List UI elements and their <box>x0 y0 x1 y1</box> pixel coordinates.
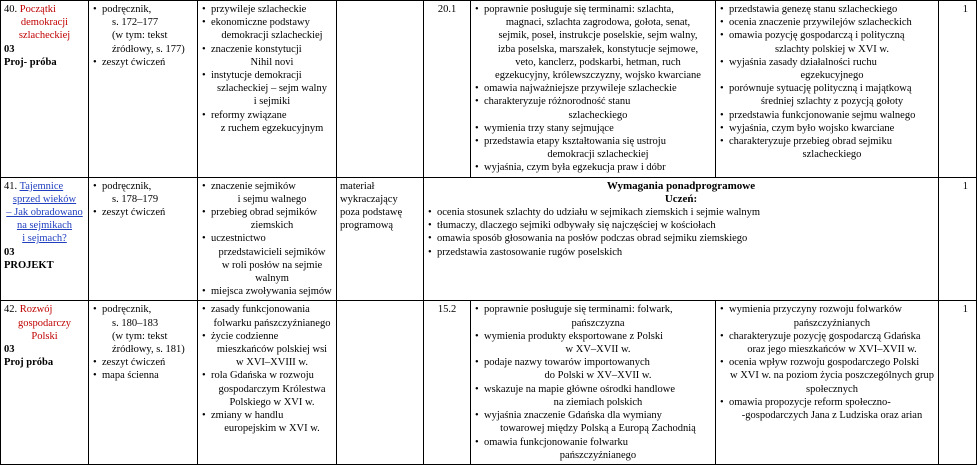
content-item-text: europejskim w XVI w. <box>224 423 320 435</box>
content-item-text: gospodarczym Królestwa <box>218 383 326 395</box>
topic-cell <box>1 177 89 301</box>
basic-requirement-text: na ziemiach polskich <box>553 396 643 408</box>
material-detail: źródłowy, s. 181) <box>112 344 185 356</box>
extended-requirement-text: oraz jego mieszkańców w XVI–XVII w. <box>747 344 917 356</box>
lesson-code: 03 <box>4 344 15 356</box>
hours-value: 1 <box>962 180 968 192</box>
materials-cell <box>89 1 198 178</box>
materials-list <box>92 3 194 69</box>
basic-requirement-text: • wymienia trzy stany sejmujące <box>484 122 614 134</box>
extended-requirement <box>719 3 935 16</box>
extended-requirement-text: • wyjaśnia zasady działalności ruchu <box>729 56 877 68</box>
requirement-text: ocenia stosunek szlachty do udziału w sejmikach ziemskich i sejmie walnym <box>437 207 761 219</box>
content-item-text: • reformy związane <box>211 109 287 121</box>
lesson-number: 42. <box>4 304 18 316</box>
extended-requirement-text: • charakteryzuje przebieg obrad sejmiku <box>729 136 892 148</box>
method-cell <box>337 177 424 301</box>
content-item <box>201 180 333 206</box>
lesson-title-link[interactable]: na sejmikach <box>16 220 73 232</box>
basic-requirement <box>474 303 712 329</box>
content-item-text: szlacheckiej – sejm walny <box>217 83 327 95</box>
content-item <box>201 69 333 109</box>
extended-requirement-text: • wymienia przyczyny rozwoju folwarków <box>729 304 902 316</box>
extended-requirement-text: społecznych <box>806 383 858 395</box>
extended-requirement-text: • porównuje sytuację polityczną i majątkową <box>729 83 912 95</box>
material-label: • podręcznik, <box>102 4 152 15</box>
basic-requirement-text: w XV–XVII w. <box>565 344 631 356</box>
material-detail: s. 172–177 <box>112 17 159 29</box>
content-item-text: w XVI–XVIII w. <box>236 357 308 369</box>
content-item-list <box>201 3 333 135</box>
basic-requirement-text: towarowej między Polską a Europą Zachodnią <box>500 423 696 435</box>
content-item <box>201 206 333 232</box>
method-line: poza podstawę <box>340 207 403 219</box>
material-item <box>92 3 194 56</box>
lesson-title-line: Początki <box>19 4 56 15</box>
content-item-text: • zasady funkcjonowania <box>211 304 310 316</box>
content-item <box>201 43 333 69</box>
material-label: • zeszyt ćwiczeń <box>102 357 166 369</box>
method-line: materiał <box>340 180 375 192</box>
extended-requirement-text: pańszczyźnianych <box>793 317 871 329</box>
basic-requirement-text: • przedstawia etapy kształtowania się ustroju <box>484 136 666 148</box>
content-item-text: • życie codzienne <box>211 330 279 342</box>
extended-requirement <box>719 56 935 82</box>
basic-requirement <box>474 82 712 95</box>
content-item-text: • znaczenie konstytucji <box>211 43 302 55</box>
extended-requirement-text: -gospodarczych Jana z Ludziska oraz arian <box>741 410 923 422</box>
content-item <box>201 303 333 329</box>
material-label: • mapa ścienna <box>102 370 159 382</box>
lesson-code: 03 <box>4 43 15 55</box>
basic-requirement-text: magnaci, szlachta zagrodowa, gołota, senat, <box>505 17 691 29</box>
content-item-text: przedstawicieli sejmików <box>218 246 326 258</box>
content-item <box>201 409 333 435</box>
extended-requirement-text: • charakteryzuje pozycję gospodarczą Gdańska <box>729 330 921 342</box>
extended-requirement-text: • przedstawia funkcjonowanie sejmu walnego <box>729 109 916 121</box>
content-item <box>201 109 333 135</box>
extended-requirement-text: egzekucyjnego <box>800 70 864 82</box>
content-item-text: demokracji szlacheckiej <box>221 30 323 42</box>
project-label: Proj próba <box>4 357 54 369</box>
basic-requirement <box>474 330 712 356</box>
extended-requirement-list <box>719 303 935 422</box>
basic-requirement <box>474 3 712 82</box>
content-item-text: Nihil novi <box>250 56 294 68</box>
lesson-number: 41. <box>4 180 18 192</box>
basic-requirement-text: • poprawnie posługuje się terminami: szlachta, <box>484 4 674 15</box>
material-detail: źródłowy, s. 177) <box>112 43 185 55</box>
materials-list <box>92 303 194 382</box>
standard-number: 15.2 <box>437 304 457 316</box>
content-item-text: • miejsca zwoływania sejmów <box>211 286 332 298</box>
extended-requirement-text: szlachty polskiej w XVI w. <box>775 43 889 55</box>
standard-number-cell <box>424 301 471 464</box>
material-item <box>92 303 194 356</box>
basic-requirement <box>474 356 712 382</box>
material-detail: (w tym: tekst <box>112 30 168 42</box>
content-item-text: • uczestnictwo <box>211 233 266 245</box>
material-item <box>92 206 194 219</box>
extended-requirements-cell <box>716 1 939 178</box>
basic-requirement-list <box>474 3 712 175</box>
hours-value: 1 <box>962 304 968 316</box>
requirement-text: przedstawia zastosowanie rugów poselskich <box>437 246 623 258</box>
basic-requirement-text: pańszczyzna <box>571 317 625 329</box>
content-item-text: • zmiany w handlu <box>211 410 284 422</box>
lesson-title-line: demokracji <box>20 17 69 29</box>
content-item-text: • znaczenie sejmików <box>211 180 296 192</box>
extended-requirement-text: szlacheckiego <box>802 149 862 161</box>
extended-requirement <box>719 303 935 329</box>
basic-requirement <box>474 135 712 161</box>
basic-requirement <box>474 95 712 121</box>
basic-requirement-text: pańszczyźnianego <box>559 449 637 461</box>
basic-requirement-text: • wyjaśnia, czym była egzekucja praw i dóbr <box>484 162 666 174</box>
topic-cell <box>1 301 89 464</box>
extended-requirement-list <box>719 3 935 161</box>
materials-list <box>92 180 194 220</box>
material-label: • podręcznik, <box>102 180 152 192</box>
material-label: • podręcznik, <box>102 304 152 316</box>
content-item-text: walnym <box>255 273 289 285</box>
basic-requirement-text: • omawia funkcjonowanie folwarku <box>484 436 629 448</box>
extended-requirement <box>719 330 935 356</box>
basic-requirement <box>474 161 712 174</box>
lesson-title-line: szlacheckiej <box>18 30 71 42</box>
material-item <box>92 56 194 69</box>
table-row <box>1 1 977 178</box>
extended-requirement <box>719 29 935 55</box>
material-label: • zeszyt ćwiczeń <box>102 207 166 219</box>
basic-requirement-text: do Polski w XV–XVII w. <box>544 370 652 382</box>
lesson-title-link[interactable]: i sejmach? <box>22 233 67 245</box>
content-item-text: i sejmu walnego <box>237 193 307 205</box>
lesson-title-line: gospodarczy <box>17 317 72 329</box>
standard-number-cell <box>424 1 471 178</box>
basic-requirement-text: • wymienia produkty eksportowane z Polski <box>484 330 664 342</box>
hours-cell <box>939 1 977 178</box>
content-item <box>201 330 333 370</box>
content-item-text: z ruchem egzekucyjnym <box>220 122 324 134</box>
content-item-text: w roli posłów na sejmie <box>221 259 323 271</box>
content-item-text: • przebieg obrad sejmików <box>211 207 318 219</box>
requirement-item <box>427 232 935 245</box>
requirements-subtitle: Uczeń: <box>664 192 698 205</box>
content-item <box>201 232 333 285</box>
content-item-text: folwarku pańszczyźnianego <box>213 317 331 329</box>
content-item-text: i sejmiki <box>253 96 291 108</box>
standard-number: 20.1 <box>437 4 457 15</box>
requirement-item <box>427 246 935 259</box>
extended-requirement-text: • omawia propozycje reform społeczno- <box>729 396 891 408</box>
requirements-merged-cell <box>424 177 939 301</box>
basic-requirement-text: • charakteryzuje różnorodność stanu <box>484 96 631 108</box>
material-item <box>92 369 194 382</box>
hours-value: 1 <box>962 4 968 15</box>
extended-requirement-text: • ocenia wpływ rozwoju gospodarczego Polski <box>729 357 920 369</box>
requirement-item <box>427 206 935 219</box>
material-label: • zeszyt ćwiczeń <box>102 56 166 68</box>
extended-requirement-text: • ocenia znaczenie przywilejów szlacheckich <box>729 17 912 29</box>
hours-cell <box>939 301 977 464</box>
extended-requirement <box>719 356 935 396</box>
table-row <box>1 301 977 464</box>
materials-cell <box>89 301 198 464</box>
lesson-number: 40. <box>4 4 18 15</box>
lesson-title-line: Rozwój <box>19 304 53 316</box>
content-item <box>201 369 333 409</box>
content-item <box>201 3 333 16</box>
lesson-title <box>4 303 85 343</box>
requirement-text: omawia sposób głosowania na posłów podczas obrad sejmiku ziemskiego <box>437 233 748 245</box>
basic-requirement-text: • wskazuje na mapie główne ośrodki handlowe <box>484 383 675 395</box>
extended-requirement <box>719 135 935 161</box>
content-item-text: • instytucje demokracji <box>211 70 302 82</box>
method-line: programową <box>340 220 394 232</box>
method-line: wykraczający <box>340 193 398 205</box>
content-item-text: Polskiego w XVI w. <box>229 396 315 408</box>
extended-requirement-text: średniej szlachty z pozycją gołoty <box>760 96 904 108</box>
content-item-text: • ekonomiczne podstawy <box>211 17 310 29</box>
material-detail: s. 180–183 <box>112 317 159 329</box>
extended-requirement <box>719 122 935 135</box>
requirements-list <box>427 206 935 259</box>
extended-requirement-text: • omawia pozycję gospodarczą i polityczną <box>729 30 905 42</box>
content-cell <box>198 301 337 464</box>
basic-requirements-cell <box>471 1 716 178</box>
basic-requirement-text: sejmik, poseł, instrukcje poselskie, sejm walny, <box>498 30 698 42</box>
extended-requirement <box>719 109 935 122</box>
basic-requirement <box>474 436 712 462</box>
basic-requirement-list <box>474 303 712 461</box>
requirement-text: tłumaczy, dlaczego sejmiki odbywały się najczęściej w kościołach <box>437 220 716 232</box>
table-row <box>1 177 977 301</box>
extended-requirement <box>719 16 935 29</box>
content-item-text: mieszkańców polskiej wsi <box>216 344 328 356</box>
basic-requirement-text: izba poselska, marszałek, konstytucje sejmowe, <box>497 43 699 55</box>
basic-requirement-text: • podaje nazwy towarów importowanych <box>484 357 650 369</box>
extended-requirements-cell <box>716 301 939 464</box>
basic-requirement-text: • poprawnie posługuje się terminami: folwark, <box>484 304 673 316</box>
basic-requirement <box>474 383 712 409</box>
basic-requirement-text: demokracji szlacheckiej <box>547 149 649 161</box>
lesson-code: 03 <box>4 246 15 258</box>
basic-requirement <box>474 409 712 435</box>
extended-requirement-text: • wyjaśnia, czym było wojsko kwarciane <box>729 122 895 134</box>
basic-requirement <box>474 122 712 135</box>
project-label: PROJEKT <box>4 259 54 271</box>
content-cell <box>198 177 337 301</box>
content-item <box>201 285 333 298</box>
content-item-text: • rola Gdańska w rozwoju <box>211 370 314 382</box>
hours-cell <box>939 177 977 301</box>
basic-requirements-cell <box>471 301 716 464</box>
material-item <box>92 180 194 206</box>
extended-requirement <box>719 396 935 422</box>
content-item-text: • przywileje szlacheckie <box>211 4 307 15</box>
content-item <box>201 16 333 42</box>
extended-requirement-text: w XVI w. na poziom życia poszczególnych grup <box>729 370 934 382</box>
method-cell <box>337 301 424 464</box>
project-label: Proj- próba <box>4 56 57 68</box>
method-cell <box>337 1 424 178</box>
topic-cell <box>1 1 89 178</box>
basic-requirement-text: egzekucyjny, królewszczyzny, wojsko kwarciane <box>495 70 701 82</box>
extended-requirement <box>719 82 935 108</box>
lesson-title-link[interactable]: Tajemnice <box>19 180 64 192</box>
content-item-list <box>201 303 333 435</box>
lesson-title <box>4 3 85 43</box>
lesson-title[interactable] <box>4 180 85 246</box>
lesson-title-line: Polski <box>31 330 58 342</box>
basic-requirement-text: veto, kanclerz, podskarbi, hetman, ruch <box>515 56 681 68</box>
material-detail: (w tym: tekst <box>112 330 168 342</box>
materials-cell <box>89 177 198 301</box>
requirement-item <box>427 219 935 232</box>
content-item-list <box>201 180 333 299</box>
content-cell <box>198 1 337 178</box>
basic-requirement-text: szlacheckiego <box>568 109 628 121</box>
lesson-title-link[interactable]: sprzed wieków <box>12 193 77 205</box>
content-item-text: ziemskich <box>250 220 294 232</box>
material-detail: s. 178–179 <box>112 193 159 205</box>
extended-requirement-text: • przedstawia genezę stanu szlacheckiego <box>729 4 898 15</box>
requirements-title: Wymagania ponadprogramowe <box>606 179 756 192</box>
material-item <box>92 356 194 369</box>
basic-requirement-text: • omawia najważniejsze przywileje szlacheckie <box>484 83 677 95</box>
lesson-title-link[interactable]: – Jak obradowano <box>6 207 83 219</box>
basic-requirement-text: • wyjaśnia znaczenie Gdańska dla wymiany <box>484 410 662 422</box>
